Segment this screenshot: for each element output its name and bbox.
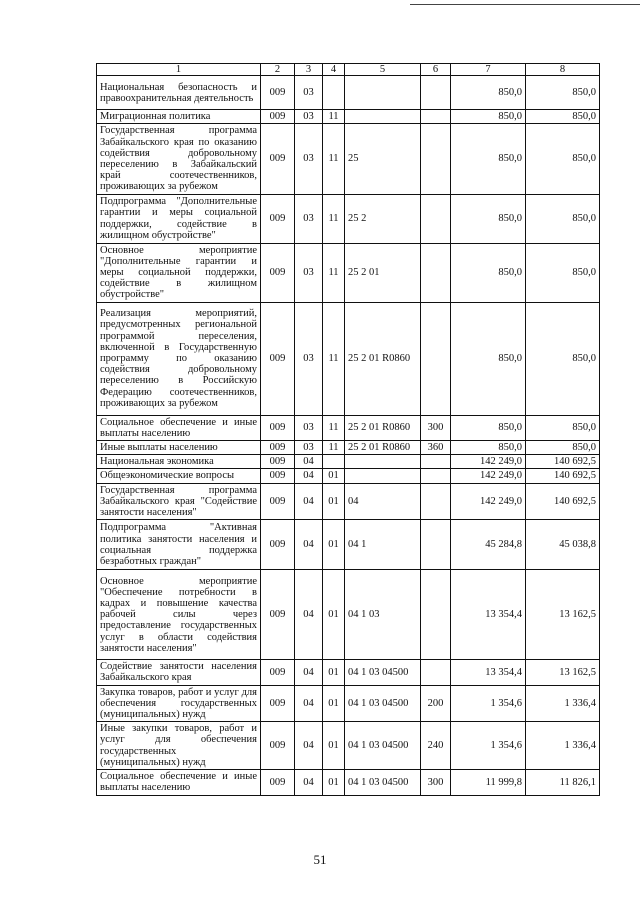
row-name: Общеэкономические вопросы: [97, 469, 261, 483]
row-amount-year2: 11 826,1: [526, 770, 600, 795]
row-amount-year2: 1 336,4: [526, 685, 600, 722]
row-admin-code: 009: [261, 243, 295, 302]
row-expense-type: [421, 194, 451, 243]
row-expense-type: [421, 76, 451, 110]
row-admin-code: 009: [261, 520, 295, 570]
row-amount-year1: 11 999,8: [451, 770, 526, 795]
row-admin-code: 009: [261, 415, 295, 440]
row-subsection: 11: [323, 194, 345, 243]
row-admin-code: 009: [261, 685, 295, 722]
row-expense-type: [421, 243, 451, 302]
row-subsection: [323, 76, 345, 110]
row-amount-year1: 45 284,8: [451, 520, 526, 570]
row-expense-type: [421, 110, 451, 124]
row-name: Национальная безопасность и правоохранительная деятельность: [97, 76, 261, 110]
row-target-article: [345, 76, 421, 110]
row-name: Государственная программа Забайкальского края по оказанию содействия добровольному переселению в Забайкальский край соотечественников, проживающих за рубежом: [97, 124, 261, 194]
row-admin-code: 009: [261, 570, 295, 660]
row-amount-year1: 850,0: [451, 243, 526, 302]
table-row: [97, 722, 600, 770]
row-target-article: 04 1: [345, 520, 421, 570]
row-subsection: 11: [323, 124, 345, 194]
row-name: Иные выплаты населению: [97, 441, 261, 455]
table-row: [97, 110, 600, 124]
row-admin-code: 009: [261, 302, 295, 415]
table-body: [97, 76, 600, 795]
row-amount-year2: 140 692,5: [526, 469, 600, 483]
row-amount-year1: 850,0: [451, 76, 526, 110]
row-expense-type: 360: [421, 441, 451, 455]
row-admin-code: 009: [261, 124, 295, 194]
row-target-article: [345, 455, 421, 469]
row-amount-year2: 850,0: [526, 124, 600, 194]
table-row: [97, 469, 600, 483]
row-admin-code: 009: [261, 76, 295, 110]
top-rule: [410, 4, 640, 5]
row-name: Социальное обеспечение и иные выплаты населению: [97, 415, 261, 440]
row-section: 03: [295, 243, 323, 302]
row-amount-year1: 142 249,0: [451, 455, 526, 469]
row-name: Подпрограмма "Дополнительные гарантии и меры социальной поддержки, содействие в жилищном обустройстве": [97, 194, 261, 243]
row-admin-code: 009: [261, 469, 295, 483]
row-name: Миграционная политика: [97, 110, 261, 124]
row-target-article: [345, 469, 421, 483]
column-header-7: 7: [451, 64, 526, 76]
row-section: 04: [295, 722, 323, 770]
row-expense-type: [421, 469, 451, 483]
row-name: Национальная экономика: [97, 455, 261, 469]
row-amount-year2: 850,0: [526, 302, 600, 415]
row-name: Подпрограмма "Активная политика занятости населения и социальная поддержка безработных граждан": [97, 520, 261, 570]
column-header-4: 4: [323, 64, 345, 76]
row-amount-year2: 850,0: [526, 441, 600, 455]
row-section: 03: [295, 76, 323, 110]
row-admin-code: 009: [261, 770, 295, 795]
row-amount-year1: 850,0: [451, 415, 526, 440]
column-header-6: 6: [421, 64, 451, 76]
row-section: 03: [295, 110, 323, 124]
row-section: 04: [295, 685, 323, 722]
row-target-article: 04: [345, 483, 421, 520]
column-header-1: 1: [97, 64, 261, 76]
column-header-2: 2: [261, 64, 295, 76]
row-admin-code: 009: [261, 441, 295, 455]
table-row: [97, 660, 600, 685]
row-name: Содействие занятости населения Забайкальского края: [97, 660, 261, 685]
row-target-article: 04 1 03: [345, 570, 421, 660]
table-row: [97, 441, 600, 455]
row-target-article: 04 1 03 04500: [345, 722, 421, 770]
row-subsection: 01: [323, 770, 345, 795]
column-header-3: 3: [295, 64, 323, 76]
row-subsection: 01: [323, 570, 345, 660]
row-subsection: 11: [323, 243, 345, 302]
row-admin-code: 009: [261, 483, 295, 520]
row-amount-year1: 1 354,6: [451, 685, 526, 722]
row-amount-year1: 142 249,0: [451, 483, 526, 520]
table-row: [97, 302, 600, 415]
row-admin-code: 009: [261, 110, 295, 124]
row-amount-year1: 142 249,0: [451, 469, 526, 483]
table-row: [97, 124, 600, 194]
row-section: 03: [295, 302, 323, 415]
row-amount-year1: 850,0: [451, 302, 526, 415]
row-name: Закупка товаров, работ и услуг для обеспечения государственных (муниципальных) нужд: [97, 685, 261, 722]
row-section: 04: [295, 660, 323, 685]
row-section: 03: [295, 194, 323, 243]
page-number: 51: [313, 852, 327, 867]
row-target-article: 25 2 01 R0860: [345, 441, 421, 455]
row-section: 03: [295, 415, 323, 440]
row-target-article: 04 1 03 04500: [345, 660, 421, 685]
row-section: 03: [295, 124, 323, 194]
table-row: [97, 243, 600, 302]
row-admin-code: 009: [261, 722, 295, 770]
row-expense-type: 200: [421, 685, 451, 722]
row-expense-type: [421, 124, 451, 194]
row-amount-year1: 13 354,4: [451, 660, 526, 685]
row-expense-type: [421, 483, 451, 520]
row-expense-type: [421, 302, 451, 415]
row-section: 04: [295, 570, 323, 660]
row-name: Государственная программа Забайкальского края "Содействие занятости населения": [97, 483, 261, 520]
row-expense-type: 300: [421, 415, 451, 440]
row-section: 04: [295, 483, 323, 520]
row-subsection: 01: [323, 520, 345, 570]
table-row: [97, 455, 600, 469]
row-subsection: 01: [323, 483, 345, 520]
row-target-article: 25 2 01 R0860: [345, 415, 421, 440]
row-expense-type: [421, 660, 451, 685]
row-amount-year2: 850,0: [526, 110, 600, 124]
row-name: Основное мероприятие "Дополнительные гарантии и меры социальной поддержки, содействие в жилищном обустройстве": [97, 243, 261, 302]
row-subsection: 11: [323, 441, 345, 455]
table-row: [97, 415, 600, 440]
row-admin-code: 009: [261, 455, 295, 469]
row-amount-year1: 850,0: [451, 441, 526, 455]
row-amount-year1: 1 354,6: [451, 722, 526, 770]
row-target-article: 04 1 03 04500: [345, 685, 421, 722]
row-target-article: [345, 110, 421, 124]
row-section: 04: [295, 455, 323, 469]
table-row: [97, 570, 600, 660]
row-name: Иные закупки товаров, работ и услуг для обеспечения государственных (муниципальных) нужд: [97, 722, 261, 770]
row-expense-type: 240: [421, 722, 451, 770]
row-section: 04: [295, 520, 323, 570]
row-subsection: 11: [323, 415, 345, 440]
row-section: 03: [295, 441, 323, 455]
row-name: Реализация мероприятий, предусмотренных региональной программой переселения, включенной в Государственную программу по оказанию содействия добровольному переселению в Российскую Федерацию соотечественников, проживающих за рубежом: [97, 302, 261, 415]
row-subsection: [323, 455, 345, 469]
row-name: Основное мероприятие "Обеспечение потребности в кадрах и повышение качества рабочей силы через предоставление государственных услуг в области содействия занятости населения": [97, 570, 261, 660]
row-amount-year2: 13 162,5: [526, 570, 600, 660]
table-header-row: [97, 64, 600, 76]
row-subsection: 01: [323, 660, 345, 685]
row-target-article: 25: [345, 124, 421, 194]
row-amount-year2: 140 692,5: [526, 455, 600, 469]
row-amount-year1: 850,0: [451, 124, 526, 194]
row-amount-year1: 13 354,4: [451, 570, 526, 660]
row-target-article: 25 2 01 R0860: [345, 302, 421, 415]
row-amount-year2: 850,0: [526, 194, 600, 243]
row-subsection: 01: [323, 469, 345, 483]
row-amount-year2: 13 162,5: [526, 660, 600, 685]
row-amount-year2: 850,0: [526, 415, 600, 440]
row-subsection: 11: [323, 302, 345, 415]
row-expense-type: [421, 570, 451, 660]
row-amount-year2: 45 038,8: [526, 520, 600, 570]
row-section: 04: [295, 469, 323, 483]
table-row: [97, 520, 600, 570]
budget-table: [96, 63, 600, 796]
row-amount-year2: 1 336,4: [526, 722, 600, 770]
row-amount-year1: 850,0: [451, 110, 526, 124]
row-amount-year2: 850,0: [526, 76, 600, 110]
row-target-article: 25 2: [345, 194, 421, 243]
row-admin-code: 009: [261, 660, 295, 685]
row-amount-year2: 850,0: [526, 243, 600, 302]
row-expense-type: 300: [421, 770, 451, 795]
column-header-8: 8: [526, 64, 600, 76]
column-header-5: 5: [345, 64, 421, 76]
row-expense-type: [421, 455, 451, 469]
row-target-article: 25 2 01: [345, 243, 421, 302]
row-amount-year2: 140 692,5: [526, 483, 600, 520]
row-subsection: 01: [323, 722, 345, 770]
row-subsection: 11: [323, 110, 345, 124]
row-section: 04: [295, 770, 323, 795]
row-amount-year1: 850,0: [451, 194, 526, 243]
table-row: [97, 194, 600, 243]
row-subsection: 01: [323, 685, 345, 722]
row-name: Социальное обеспечение и иные выплаты населению: [97, 770, 261, 795]
table-row: [97, 685, 600, 722]
table-row: [97, 770, 600, 795]
row-admin-code: 009: [261, 194, 295, 243]
row-expense-type: [421, 520, 451, 570]
table-row: [97, 483, 600, 520]
row-target-article: 04 1 03 04500: [345, 770, 421, 795]
table-row: [97, 76, 600, 110]
